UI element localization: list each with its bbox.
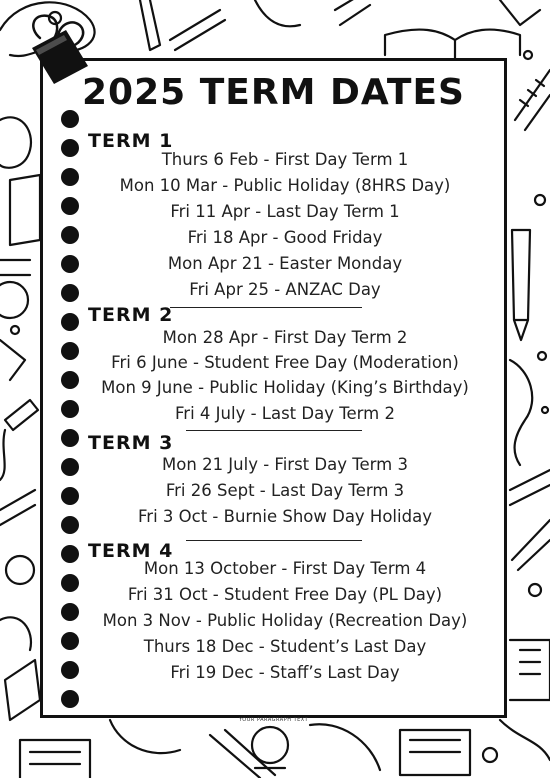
term-3-date-1: Mon 21 July - First Day Term 3 <box>162 455 408 474</box>
term-1-date-4: Fri 18 Apr - Good Friday <box>187 228 383 247</box>
divider <box>186 430 362 431</box>
divider <box>186 540 362 541</box>
binder-hole <box>61 429 79 447</box>
term-1-date-5: Mon Apr 21 - Easter Monday <box>167 254 403 273</box>
binder-hole <box>61 226 79 244</box>
binder-hole <box>61 342 79 360</box>
binder-hole <box>61 661 79 679</box>
term-2-date-3: Mon 9 June - Public Holiday (King’s Birthday) <box>101 378 469 397</box>
binder-hole <box>61 487 79 505</box>
term-4-date-1: Mon 13 October - First Day Term 4 <box>143 559 427 578</box>
binder-hole <box>61 516 79 534</box>
footer-text: YOUR PARAGRAPH TEXT <box>239 717 309 723</box>
term-3-date-3: Fri 3 Oct - Burnie Show Day Holiday <box>138 507 432 526</box>
binder-hole <box>61 168 79 186</box>
binder-hole <box>61 603 79 621</box>
binder-hole <box>61 574 79 592</box>
binder-hole <box>61 400 79 418</box>
term-2-date-1: Mon 28 Apr - First Day Term 2 <box>162 328 408 347</box>
term-1-date-6: Fri Apr 25 - ANZAC Day <box>189 280 381 299</box>
term-3-heading: TERM 3 <box>88 432 174 454</box>
term-4-date-3: Mon 3 Nov - Public Holiday (Recreation Day) <box>102 611 468 630</box>
binder-hole <box>61 632 79 650</box>
term-1-date-1: Thurs 6 Feb - First Day Term 1 <box>161 150 409 169</box>
binder-hole <box>61 371 79 389</box>
binder-hole <box>61 255 79 273</box>
binder-hole <box>61 197 79 215</box>
binder-holes <box>61 0 81 778</box>
term-4-date-2: Fri 31 Oct - Student Free Day (PL Day) <box>127 585 443 604</box>
binder-hole <box>61 458 79 476</box>
term-4-heading: TERM 4 <box>88 540 174 562</box>
term-1-heading: TERM 1 <box>88 130 174 152</box>
page-title: 2025 TERM DATES <box>82 72 465 113</box>
term-2-heading: TERM 2 <box>88 304 174 326</box>
term-3-date-2: Fri 26 Sept - Last Day Term 3 <box>165 481 405 500</box>
binder-hole <box>61 545 79 563</box>
term-4-date-4: Thurs 18 Dec - Student’s Last Day <box>143 637 427 656</box>
term-2-date-4: Fri 4 July - Last Day Term 2 <box>175 404 395 423</box>
binder-hole <box>61 284 79 302</box>
binder-hole <box>61 690 79 708</box>
term-4-date-5: Fri 19 Dec - Staff’s Last Day <box>170 663 400 682</box>
binder-hole <box>61 313 79 331</box>
divider <box>170 307 362 308</box>
binder-hole <box>61 139 79 157</box>
term-1-date-3: Fri 11 Apr - Last Day Term 1 <box>170 202 400 221</box>
term-1-date-2: Mon 10 Mar - Public Holiday (8HRS Day) <box>119 176 451 195</box>
term-2-date-2: Fri 6 June - Student Free Day (Moderation) <box>111 353 459 372</box>
